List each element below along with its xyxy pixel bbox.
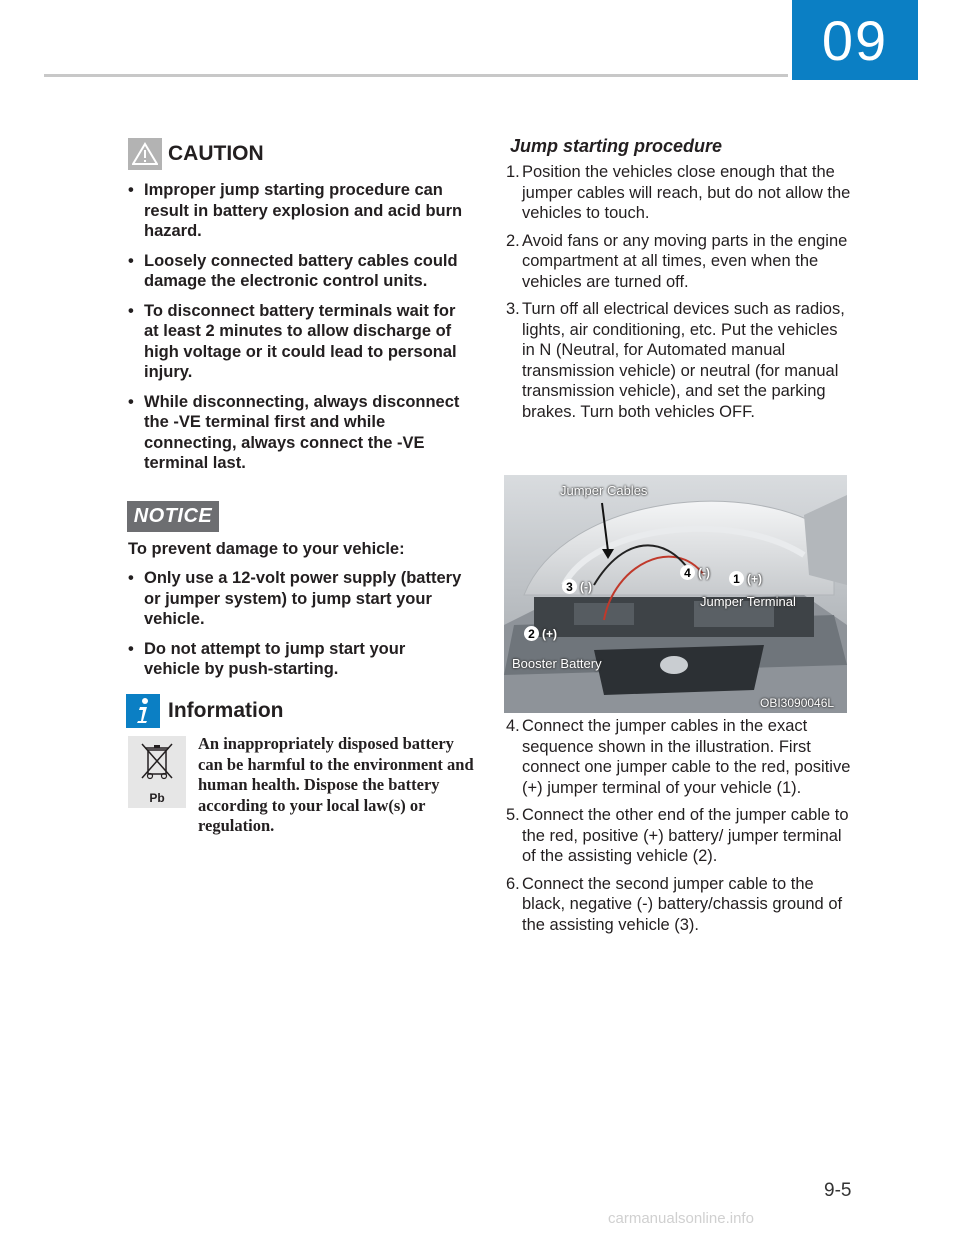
step-text: Turn off all electrical devices such as radios, lights, air conditioning, etc. Put the vehicles in N (Neutral, for Automated manual transmission vehicle) or neutral (for manual transmission vehicle), and set the parking brakes. Turn both vehicles OFF. bbox=[522, 300, 845, 421]
page-number: 9-5 bbox=[824, 1180, 852, 1201]
procedure-step bbox=[506, 162, 851, 224]
procedure-steps-1-3 bbox=[506, 162, 851, 429]
caution-header bbox=[128, 138, 264, 170]
notice-item: • Do not attempt to jump start your vehicle by push-starting. bbox=[128, 639, 463, 680]
step-number: 3. bbox=[506, 300, 520, 318]
step-text: Position the vehicles close enough that the jumper cables will reach, but do not allow the vehicles to touch. bbox=[522, 163, 851, 222]
label-booster-battery: Booster Battery bbox=[512, 656, 602, 671]
caution-item: • Loosely connected battery cables could damage the electronic control units. bbox=[128, 251, 468, 292]
label-jumper-terminal: Jumper Terminal bbox=[700, 594, 796, 609]
step-number: 5. bbox=[506, 806, 520, 824]
procedure-step bbox=[506, 805, 851, 867]
marker-3-sign: (-) bbox=[580, 579, 592, 594]
marker-2-sign: (+) bbox=[542, 626, 557, 641]
step-text: Connect the other end of the jumper cable to the red, positive (+) battery/ jumper terminal of the assisting vehicle (2). bbox=[522, 806, 849, 865]
marker-4-number: 4 bbox=[680, 565, 695, 580]
procedure-step bbox=[506, 716, 851, 798]
label-jumper-cables: Jumper Cables bbox=[560, 483, 648, 498]
caution-item: • To disconnect battery terminals wait for at least 2 minutes to allow discharge of high voltage or it could lead to personal injury. bbox=[128, 301, 468, 383]
information-title: Information bbox=[168, 699, 284, 722]
step-number: 2. bbox=[506, 231, 520, 250]
marker-1-number: 1 bbox=[729, 571, 744, 586]
watermark: carmanualsonline.info bbox=[608, 1210, 754, 1227]
chapter-number: 09 bbox=[821, 8, 889, 72]
chapter-tab bbox=[792, 0, 918, 80]
crossed-bin-icon bbox=[128, 736, 186, 808]
notice-label: NOTICE bbox=[133, 505, 213, 527]
procedure-step bbox=[506, 874, 851, 936]
marker-3-number: 3 bbox=[562, 579, 577, 594]
step-text: Connect the jumper cables in the exact sequence shown in the illustration. First connect one jumper cable to the red, positive (+) jumper terminal of your vehicle (1). bbox=[522, 717, 851, 797]
info-icon bbox=[126, 694, 160, 728]
jump-start-illustration bbox=[504, 475, 847, 713]
marker-1 bbox=[729, 571, 762, 586]
step-number: 6. bbox=[506, 874, 520, 893]
procedure-step bbox=[506, 299, 851, 422]
pb-label: Pb bbox=[149, 791, 165, 805]
label-figure-code: OBI3090046L bbox=[760, 696, 835, 710]
caution-item: • Improper jump starting procedure can result in battery explosion and acid burn hazard. bbox=[128, 180, 468, 242]
marker-4 bbox=[680, 565, 710, 580]
notice-list bbox=[128, 568, 463, 689]
procedure-title: Jump starting procedure bbox=[510, 136, 723, 156]
notice-intro: To prevent damage to your vehicle: bbox=[128, 540, 405, 558]
notice-badge bbox=[127, 501, 219, 532]
marker-2-number: 2 bbox=[524, 626, 539, 641]
step-text: Avoid fans or any moving parts in the engine compartment at all times, even when the vehicles are turned off. bbox=[522, 231, 848, 291]
procedure-step bbox=[506, 231, 851, 293]
notice-item: • Only use a 12-volt power supply (battery or jumper system) to jump start your vehicle. bbox=[128, 568, 463, 630]
information-header bbox=[126, 694, 284, 728]
caution-list bbox=[128, 180, 468, 483]
header-rule bbox=[44, 74, 788, 77]
marker-1-sign: (+) bbox=[747, 571, 762, 586]
caution-item: • While disconnecting, always disconnect the -VE terminal first and while connecting, always connect the -VE terminal last. bbox=[128, 392, 468, 474]
warning-triangle-icon bbox=[128, 138, 162, 170]
procedure-steps-4-6 bbox=[506, 716, 851, 942]
step-number: 1. bbox=[506, 163, 520, 181]
marker-4-sign: (-) bbox=[698, 565, 710, 580]
caution-title: CAUTION bbox=[168, 142, 264, 165]
step-number: 4. bbox=[506, 717, 520, 735]
marker-2 bbox=[524, 626, 557, 641]
marker-3 bbox=[562, 579, 592, 594]
step-text: Connect the second jumper cable to the black, negative (-) battery/chassis ground of the assisting vehicle (3). bbox=[522, 874, 843, 934]
information-text: An inappropriately disposed battery can be harmful to the environment and human health. Dispose the battery according to your local law(s) or regulation. bbox=[198, 734, 474, 835]
